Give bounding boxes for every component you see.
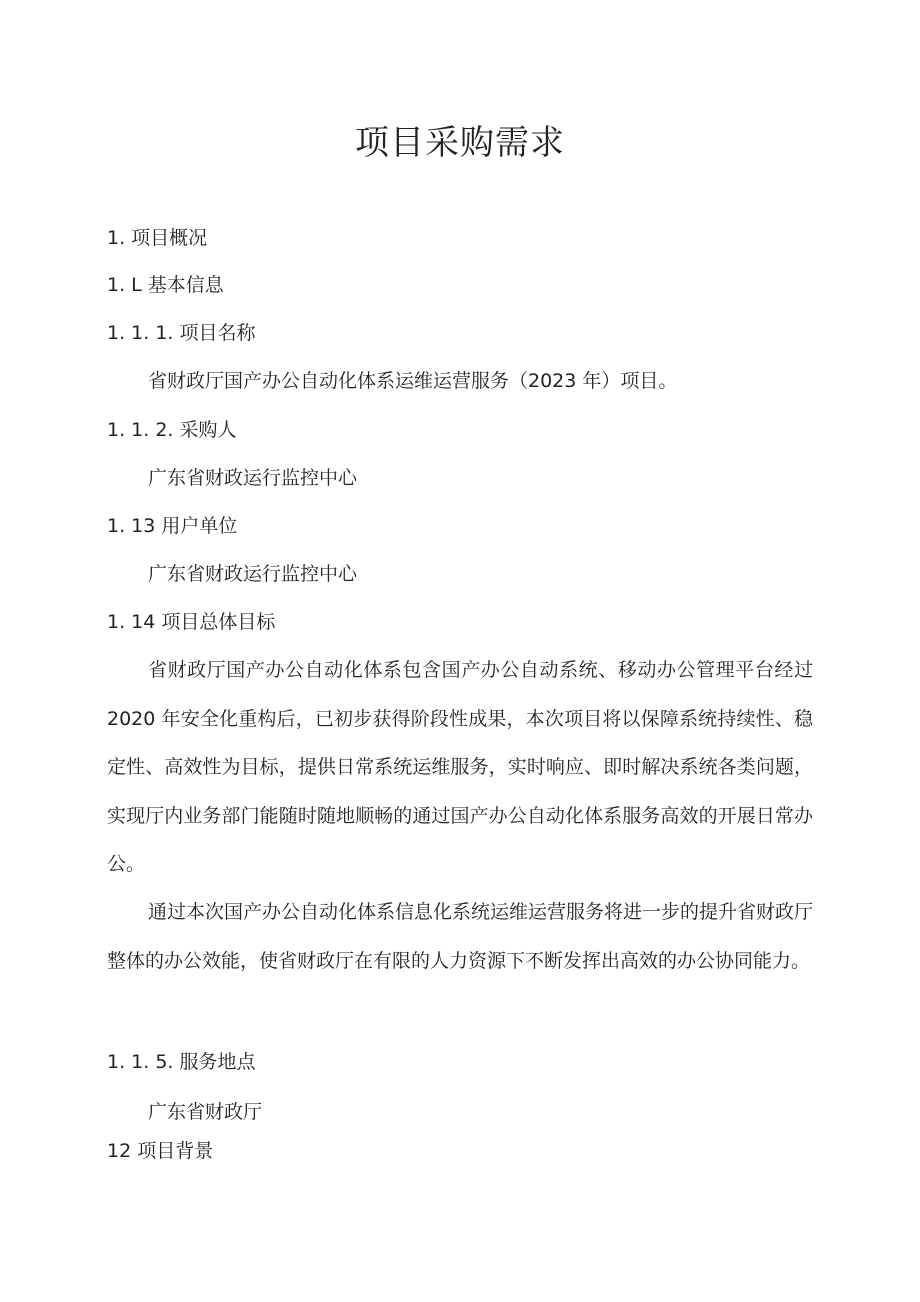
heading-overall-goal: 1. 14 项目总体目标: [107, 611, 276, 633]
project-name-text: 省财政厅国产办公自动化体系运维运营服务（2023 年）项目。: [148, 370, 678, 392]
heading-service-location: 1. 1. 5. 服务地点: [107, 1051, 256, 1073]
overall-goal-paragraph-1: 省财政厅国产办公自动化体系包含国产办公自动系统、移动办公管理平台经过 2020 年安全化重构后，已初步获得阶段性成果，本次项目将以保障系统持续性、稳定性、高效性为目标，提供日常系统运维服务，实时响应、即时解决系统各类问题，实现厅内业务部门能随时随地顺畅的通过国产办公自动化体系服务高效的开展日常办公。: [107, 659, 813, 876]
purchaser-text: 广东省财政运行监控中心: [148, 467, 358, 489]
page-title: 项目采购需求: [355, 123, 565, 163]
heading-user-unit: 1. 13 用户单位: [107, 515, 238, 537]
heading-purchaser: 1. 1. 2. 采购人: [107, 419, 237, 441]
heading-project-background: 12 项目背景: [107, 1140, 214, 1162]
heading-project-overview: 1. 项目概况: [107, 227, 208, 249]
heading-project-name: 1. 1. 1. 项目名称: [107, 322, 256, 344]
heading-basic-info: 1. L 基本信息: [107, 274, 224, 296]
user-unit-text: 广东省财政运行监控中心: [148, 563, 358, 585]
service-location-text: 广东省财政厅: [148, 1101, 263, 1123]
overall-goal-paragraph-2: 通过本次国产办公自动化体系信息化系统运维运营服务将进一步的提升省财政厅整体的办公效能，使省财政厅在有限的人力资源下不断发挥出高效的办公协同能力。: [107, 901, 814, 972]
